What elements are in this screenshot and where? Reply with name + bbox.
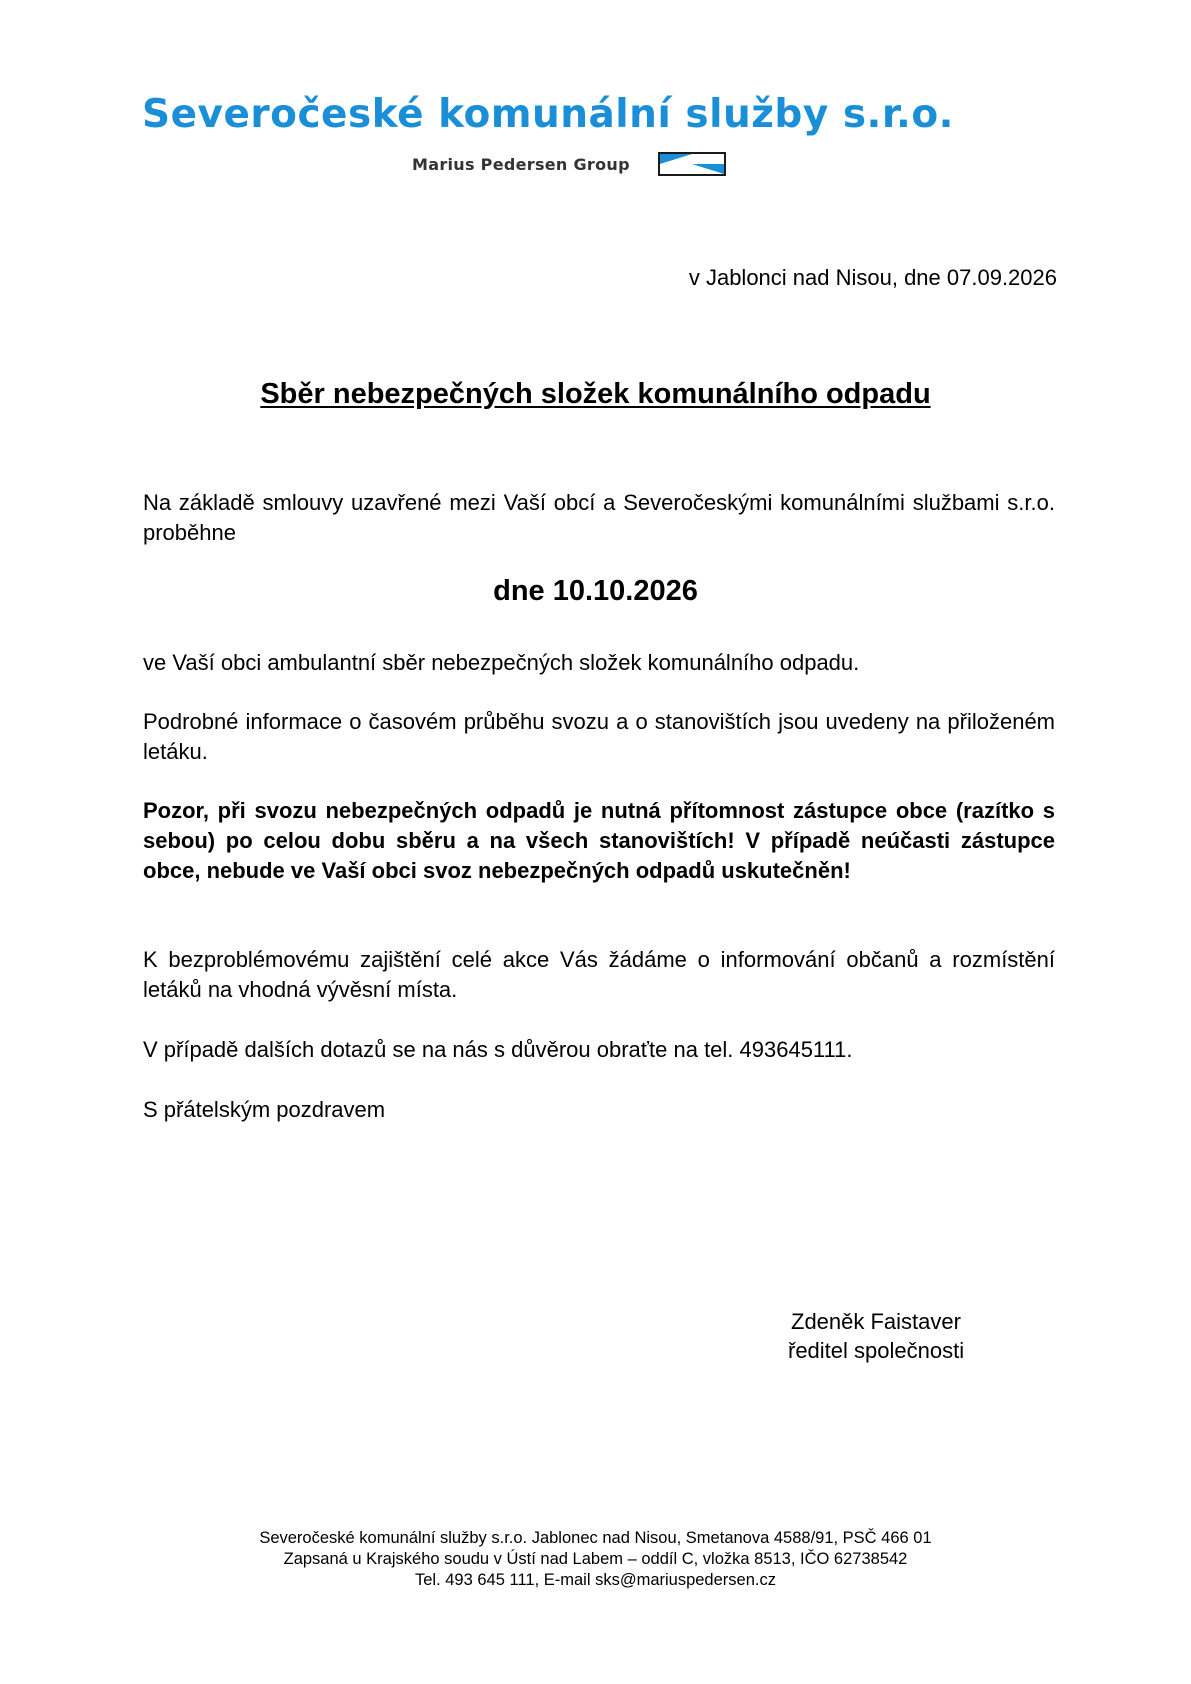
request-paragraph: K bezproblémovému zajištění celé akce Vás žádáme o informování občanů a rozmístění letáků na vhodná vývěsní místa. — [143, 947, 1055, 1002]
marius-pedersen-logo-icon — [658, 152, 726, 176]
warning-paragraph: Pozor, při svozu nebezpečných odpadů je nutná přítomnost zástupce obce (razítko s sebou) po celou dobu sběru a na všech stanovištích! V případě neúčasti zástupce obce, nebude ve Vaší obci svoz nebezpečných odpadů uskutečněn! — [143, 798, 1055, 883]
event-date: dne 10.10.2026 — [493, 575, 698, 607]
footer-address: Severočeské komunální služby s.r.o. Jablonec nad Nisou, Smetanova 4588/91, PSČ 466 01 — [259, 1529, 932, 1547]
group-line — [412, 152, 726, 176]
document-title: Sběr nebezpečných složek komunálního odpadu — [260, 378, 931, 410]
event-paragraph: ve Vaší obci ambulantní sběr nebezpečných složek komunálního odpadu. — [143, 650, 860, 675]
letter-date: v Jablonci nad Nisou, dne 07.09.2026 — [688, 265, 1057, 290]
footer-registration: Zapsaná u Krajského soudu v Ústí nad Labem – oddíl C, vložka 8513, IČO 62738542 — [283, 1550, 908, 1568]
intro-paragraph: Na základě smlouvy uzavřené mezi Vaší obcí a Severočeskými komunálními službami s.r.o. proběhne — [143, 490, 1055, 545]
closing-line: S přátelským pozdravem — [143, 1097, 386, 1122]
footer-contact: Tel. 493 645 111, E-mail sks@mariuspedersen.cz — [415, 1571, 776, 1589]
group-name: Marius Pedersen Group — [412, 154, 630, 174]
company-name: Severočeské komunální služby s.r.o. — [142, 92, 954, 137]
signature-block — [788, 1307, 964, 1365]
signatory-name: Zdeněk Faistaver — [791, 1309, 961, 1334]
footer — [0, 1528, 1191, 1591]
info-paragraph: Podrobné informace o časovém průběhu svozu a o stanovištích jsou uvedeny na přiloženém letáku. — [143, 709, 1055, 764]
signatory-role: ředitel společnosti — [788, 1338, 965, 1363]
contact-paragraph: V případě dalších dotazů se na nás s důvěrou obraťte na tel. 493645111. — [143, 1037, 853, 1062]
